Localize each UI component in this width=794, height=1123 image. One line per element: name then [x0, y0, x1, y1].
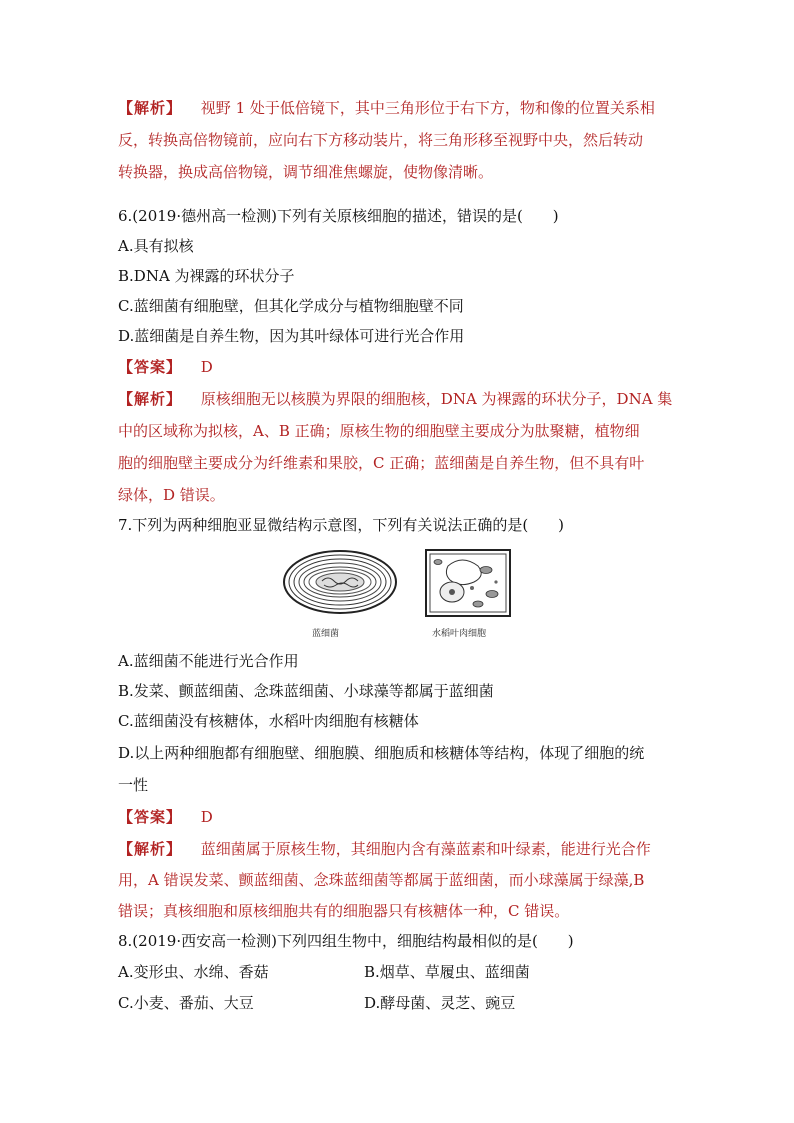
cyanobacterium-illustration: [284, 551, 396, 613]
cell-diagram-figure: [282, 548, 512, 644]
q6-analysis-line-3: 胞的细胞壁主要成分为纤维素和果胶，C 正确；蓝细菌是自养生物，但不具有叶: [118, 454, 645, 472]
analysis-text: 视野 1 处于低倍镜下，其中三角形位于右下方，物和像的位置关系相: [200, 99, 655, 117]
answer-tag: 【答案】: [118, 808, 183, 826]
q7-stem: 7.下列为两种细胞亚显微结构示意图，下列有关说法正确的是( ): [118, 516, 565, 534]
q7-option-a: A.蓝细菌不能进行光合作用: [118, 652, 299, 670]
q7-option-b: B.发菜、颤蓝细菌、念珠蓝细菌、小球藻等都属于蓝细菌: [118, 682, 494, 700]
q7-answer: [118, 807, 213, 827]
q6-answer: [118, 357, 213, 377]
q6-analysis-line-1: [118, 389, 672, 409]
answer-value: D: [200, 358, 213, 376]
q6-option-b: B.DNA 为裸露的环状分子: [118, 267, 295, 285]
analysis-tag: 【解析】: [118, 840, 183, 858]
analysis-text: 原核细胞无以核膜为界限的细胞核，DNA 为裸露的环状分子，DNA 集: [200, 390, 673, 408]
answer-value: D: [200, 808, 213, 826]
answer-tag: 【答案】: [118, 358, 183, 376]
q8-stem: 8.(2019·西安高一检测)下列四组生物中，细胞结构最相似的是( ): [118, 932, 574, 950]
q7-analysis-line-3: 错误；真核细胞和原核细胞共有的细胞器只有核糖体一种，C 错误。: [118, 902, 570, 920]
q5-analysis-line-1: [118, 98, 655, 118]
q6-option-a: A.具有拟核: [118, 237, 194, 255]
q7-option-d-cont: 一性: [118, 776, 149, 794]
analysis-text: 蓝细菌属于原核生物，其细胞内含有藻蓝素和叶绿素，能进行光合作: [200, 840, 651, 858]
q6-analysis-line-2: 中的区域称为拟核，A、B 正确；原核生物的细胞壁主要成分为肽聚糖，植物细: [118, 422, 640, 440]
q8-option-d: D.酵母菌、灵芝、豌豆: [364, 994, 516, 1012]
q6-stem: 6.(2019·德州高一检测)下列有关原核细胞的描述，错误的是( ): [118, 207, 559, 225]
q6-option-d: D.蓝细菌是自养生物，因为其叶绿体可进行光合作用: [118, 327, 465, 345]
q8-option-a: A.变形虫、水绵、香菇: [118, 963, 269, 981]
q8-option-c: C.小麦、番茄、大豆: [118, 994, 254, 1012]
q6-analysis-line-4: 绿体，D 错误。: [118, 486, 225, 504]
rice-leaf-cell-illustration: [426, 550, 510, 616]
q7-option-d: D.以上两种细胞都有细胞壁、细胞膜、细胞质和核糖体等结构，体现了细胞的统: [118, 744, 645, 762]
q5-analysis-line-3: 转换器，换成高倍物镜，调节细准焦螺旋，使物像清晰。: [118, 163, 494, 181]
q8-option-b: B.烟草、草履虫、蓝细菌: [364, 963, 530, 981]
q7-analysis-line-2: 用，A 错误发菜、颤蓝细菌、念珠蓝细菌等都属于蓝细菌，而小球藻属于绿藻,B: [118, 871, 645, 889]
q5-analysis-line-2: 反，转换高倍物镜前，应向右下方移动装片，将三角形移至视野中央，然后转动: [118, 131, 644, 149]
analysis-tag: 【解析】: [118, 99, 183, 117]
caption-cyanobacterium: 蓝细菌: [312, 629, 340, 639]
q6-option-c: C.蓝细菌有细胞壁，但其化学成分与植物细胞壁不同: [118, 297, 464, 315]
q7-analysis-line-1: [118, 839, 651, 859]
caption-rice-leaf-cell: 水稻叶肉细胞: [432, 629, 487, 639]
q7-option-c: C.蓝细菌没有核糖体，水稻叶肉细胞有核糖体: [118, 712, 419, 730]
analysis-tag: 【解析】: [118, 390, 183, 408]
